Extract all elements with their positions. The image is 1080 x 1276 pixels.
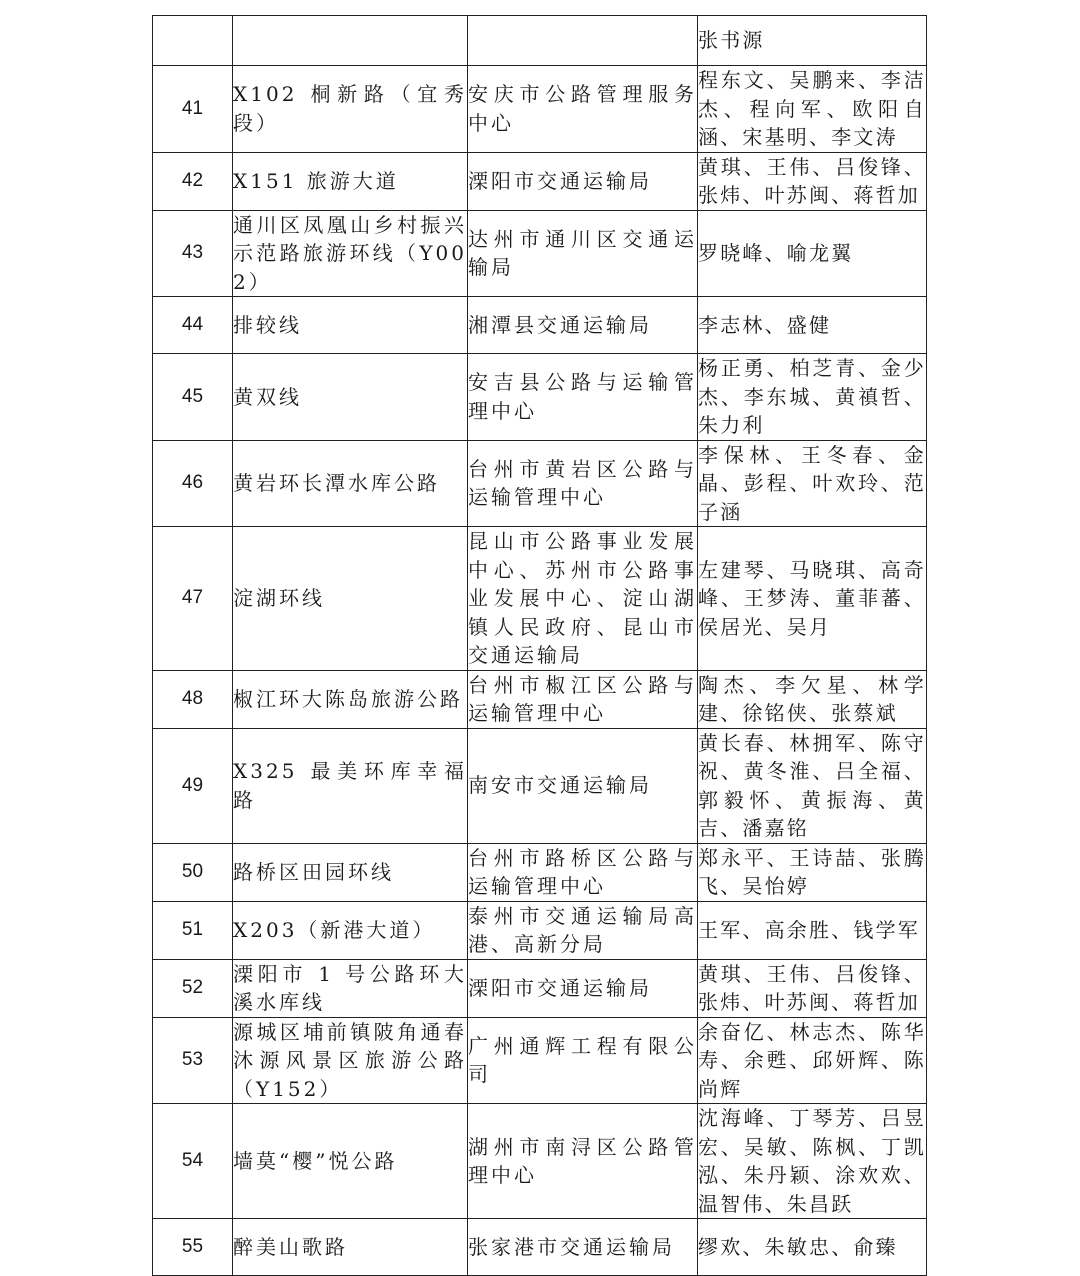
staff-names: 缪欢、朱敏忠、俞臻: [698, 1219, 927, 1276]
table-row: [153, 843, 927, 901]
responsible-unit: [468, 16, 698, 66]
row-number: 55: [153, 1219, 233, 1276]
row-number: 45: [153, 354, 233, 441]
responsible-unit: 张家港市交通运输局: [468, 1219, 698, 1276]
table-row: [153, 297, 927, 354]
row-number: 43: [153, 210, 233, 297]
responsible-unit: 安庆市公路管理服务中心: [468, 66, 698, 153]
route-name: X151 旅游大道: [233, 152, 468, 210]
table-row: [153, 670, 927, 728]
route-name: 醉美山歌路: [233, 1219, 468, 1276]
responsible-unit: 安吉县公路与运输管理中心: [468, 354, 698, 441]
roster-body: [153, 16, 927, 1276]
route-name: 淀湖环线: [233, 527, 468, 671]
responsible-unit: 泰州市交通运输局高港、高新分局: [468, 901, 698, 959]
table-row: [153, 152, 927, 210]
route-name: 溧阳市 1 号公路环大溪水库线: [233, 959, 468, 1017]
staff-names: 黄琪、王伟、吕俊锋、张炜、叶苏闽、蒋哲加: [698, 959, 927, 1017]
responsible-unit: 溧阳市交通运输局: [468, 959, 698, 1017]
table-row: [153, 210, 927, 297]
staff-names: 左建琴、马晓琪、高奇峰、王梦涛、董菲蕃、侯居光、吴月: [698, 527, 927, 671]
row-number: 47: [153, 527, 233, 671]
row-number: 53: [153, 1017, 233, 1104]
staff-names: 余奋亿、林志杰、陈华寿、余甦、邱妍辉、陈尚辉: [698, 1017, 927, 1104]
route-name: 黄双线: [233, 354, 468, 441]
staff-names: 王军、高余胜、钱学军: [698, 901, 927, 959]
row-number: 52: [153, 959, 233, 1017]
route-name: 黄岩环长潭水库公路: [233, 440, 468, 527]
responsible-unit: 湘潭县交通运输局: [468, 297, 698, 354]
staff-names: 沈海峰、丁琴芳、吕昱宏、吴敏、陈枫、丁凯泓、朱丹颖、涂欢欢、温智伟、朱昌跃: [698, 1104, 927, 1219]
row-number: 54: [153, 1104, 233, 1219]
row-number: 50: [153, 843, 233, 901]
award-roster-table: [152, 15, 927, 1276]
staff-names: 程东文、吴鹏来、李洁杰、程向军、欧阳自涵、宋基明、李文涛: [698, 66, 927, 153]
responsible-unit: 台州市黄岩区公路与运输管理中心: [468, 440, 698, 527]
route-name: 墙莫“樱”悦公路: [233, 1104, 468, 1219]
table-row: [153, 16, 927, 66]
responsible-unit: 台州市椒江区公路与运输管理中心: [468, 670, 698, 728]
staff-names: 郑永平、王诗喆、张腾飞、吴怡婷: [698, 843, 927, 901]
table-row: [153, 354, 927, 441]
responsible-unit: 达州市通川区交通运输局: [468, 210, 698, 297]
table-row: [153, 959, 927, 1017]
row-number: 49: [153, 728, 233, 843]
route-name: 源城区埔前镇陂角通春沐源风景区旅游公路（Y152）: [233, 1017, 468, 1104]
staff-names: 黄长春、林拥军、陈守祝、黄冬淮、吕全福、郭毅怀、黄振海、黄吉、潘嘉铭: [698, 728, 927, 843]
responsible-unit: 广州通辉工程有限公司: [468, 1017, 698, 1104]
responsible-unit: 湖州市南浔区公路管理中心: [468, 1104, 698, 1219]
table-row: [153, 728, 927, 843]
responsible-unit: 溧阳市交通运输局: [468, 152, 698, 210]
row-number: 51: [153, 901, 233, 959]
table-row: [153, 901, 927, 959]
responsible-unit: 台州市路桥区公路与运输管理中心: [468, 843, 698, 901]
table-row: [153, 1219, 927, 1276]
table-row: [153, 527, 927, 671]
route-name: 排较线: [233, 297, 468, 354]
route-name: [233, 16, 468, 66]
staff-names: 杨正勇、柏芝青、金少杰、李东城、黄禛哲、朱力利: [698, 354, 927, 441]
row-number: 46: [153, 440, 233, 527]
row-number: 48: [153, 670, 233, 728]
route-name: X325 最美环库幸福路: [233, 728, 468, 843]
table-row: [153, 440, 927, 527]
row-number: 41: [153, 66, 233, 153]
staff-names: 罗晓峰、喻龙翼: [698, 210, 927, 297]
table-row: [153, 66, 927, 153]
row-number: 42: [153, 152, 233, 210]
row-number: [153, 16, 233, 66]
staff-names: 陶杰、李欠星、林学建、徐铭侠、张蔡斌: [698, 670, 927, 728]
responsible-unit: 南安市交通运输局: [468, 728, 698, 843]
row-number: 44: [153, 297, 233, 354]
route-name: 椒江环大陈岛旅游公路: [233, 670, 468, 728]
responsible-unit: 昆山市公路事业发展中心、苏州市公路事业发展中心、淀山湖镇人民政府、昆山市交通运输局: [468, 527, 698, 671]
table-row: [153, 1104, 927, 1219]
staff-names: 李志林、盛健: [698, 297, 927, 354]
table-row: [153, 1017, 927, 1104]
award-list-sheet: [152, 15, 926, 1276]
route-name: 通川区凤凰山乡村振兴示范路旅游环线（Y002）: [233, 210, 468, 297]
route-name: X102 桐新路（宜秀段）: [233, 66, 468, 153]
staff-names: 黄琪、王伟、吕俊锋、张炜、叶苏闽、蒋哲加: [698, 152, 927, 210]
staff-names: 李保林、王冬春、金晶、彭程、叶欢玲、范子涵: [698, 440, 927, 527]
route-name: 路桥区田园环线: [233, 843, 468, 901]
staff-names: 张书源: [698, 16, 927, 66]
route-name: X203（新港大道）: [233, 901, 468, 959]
